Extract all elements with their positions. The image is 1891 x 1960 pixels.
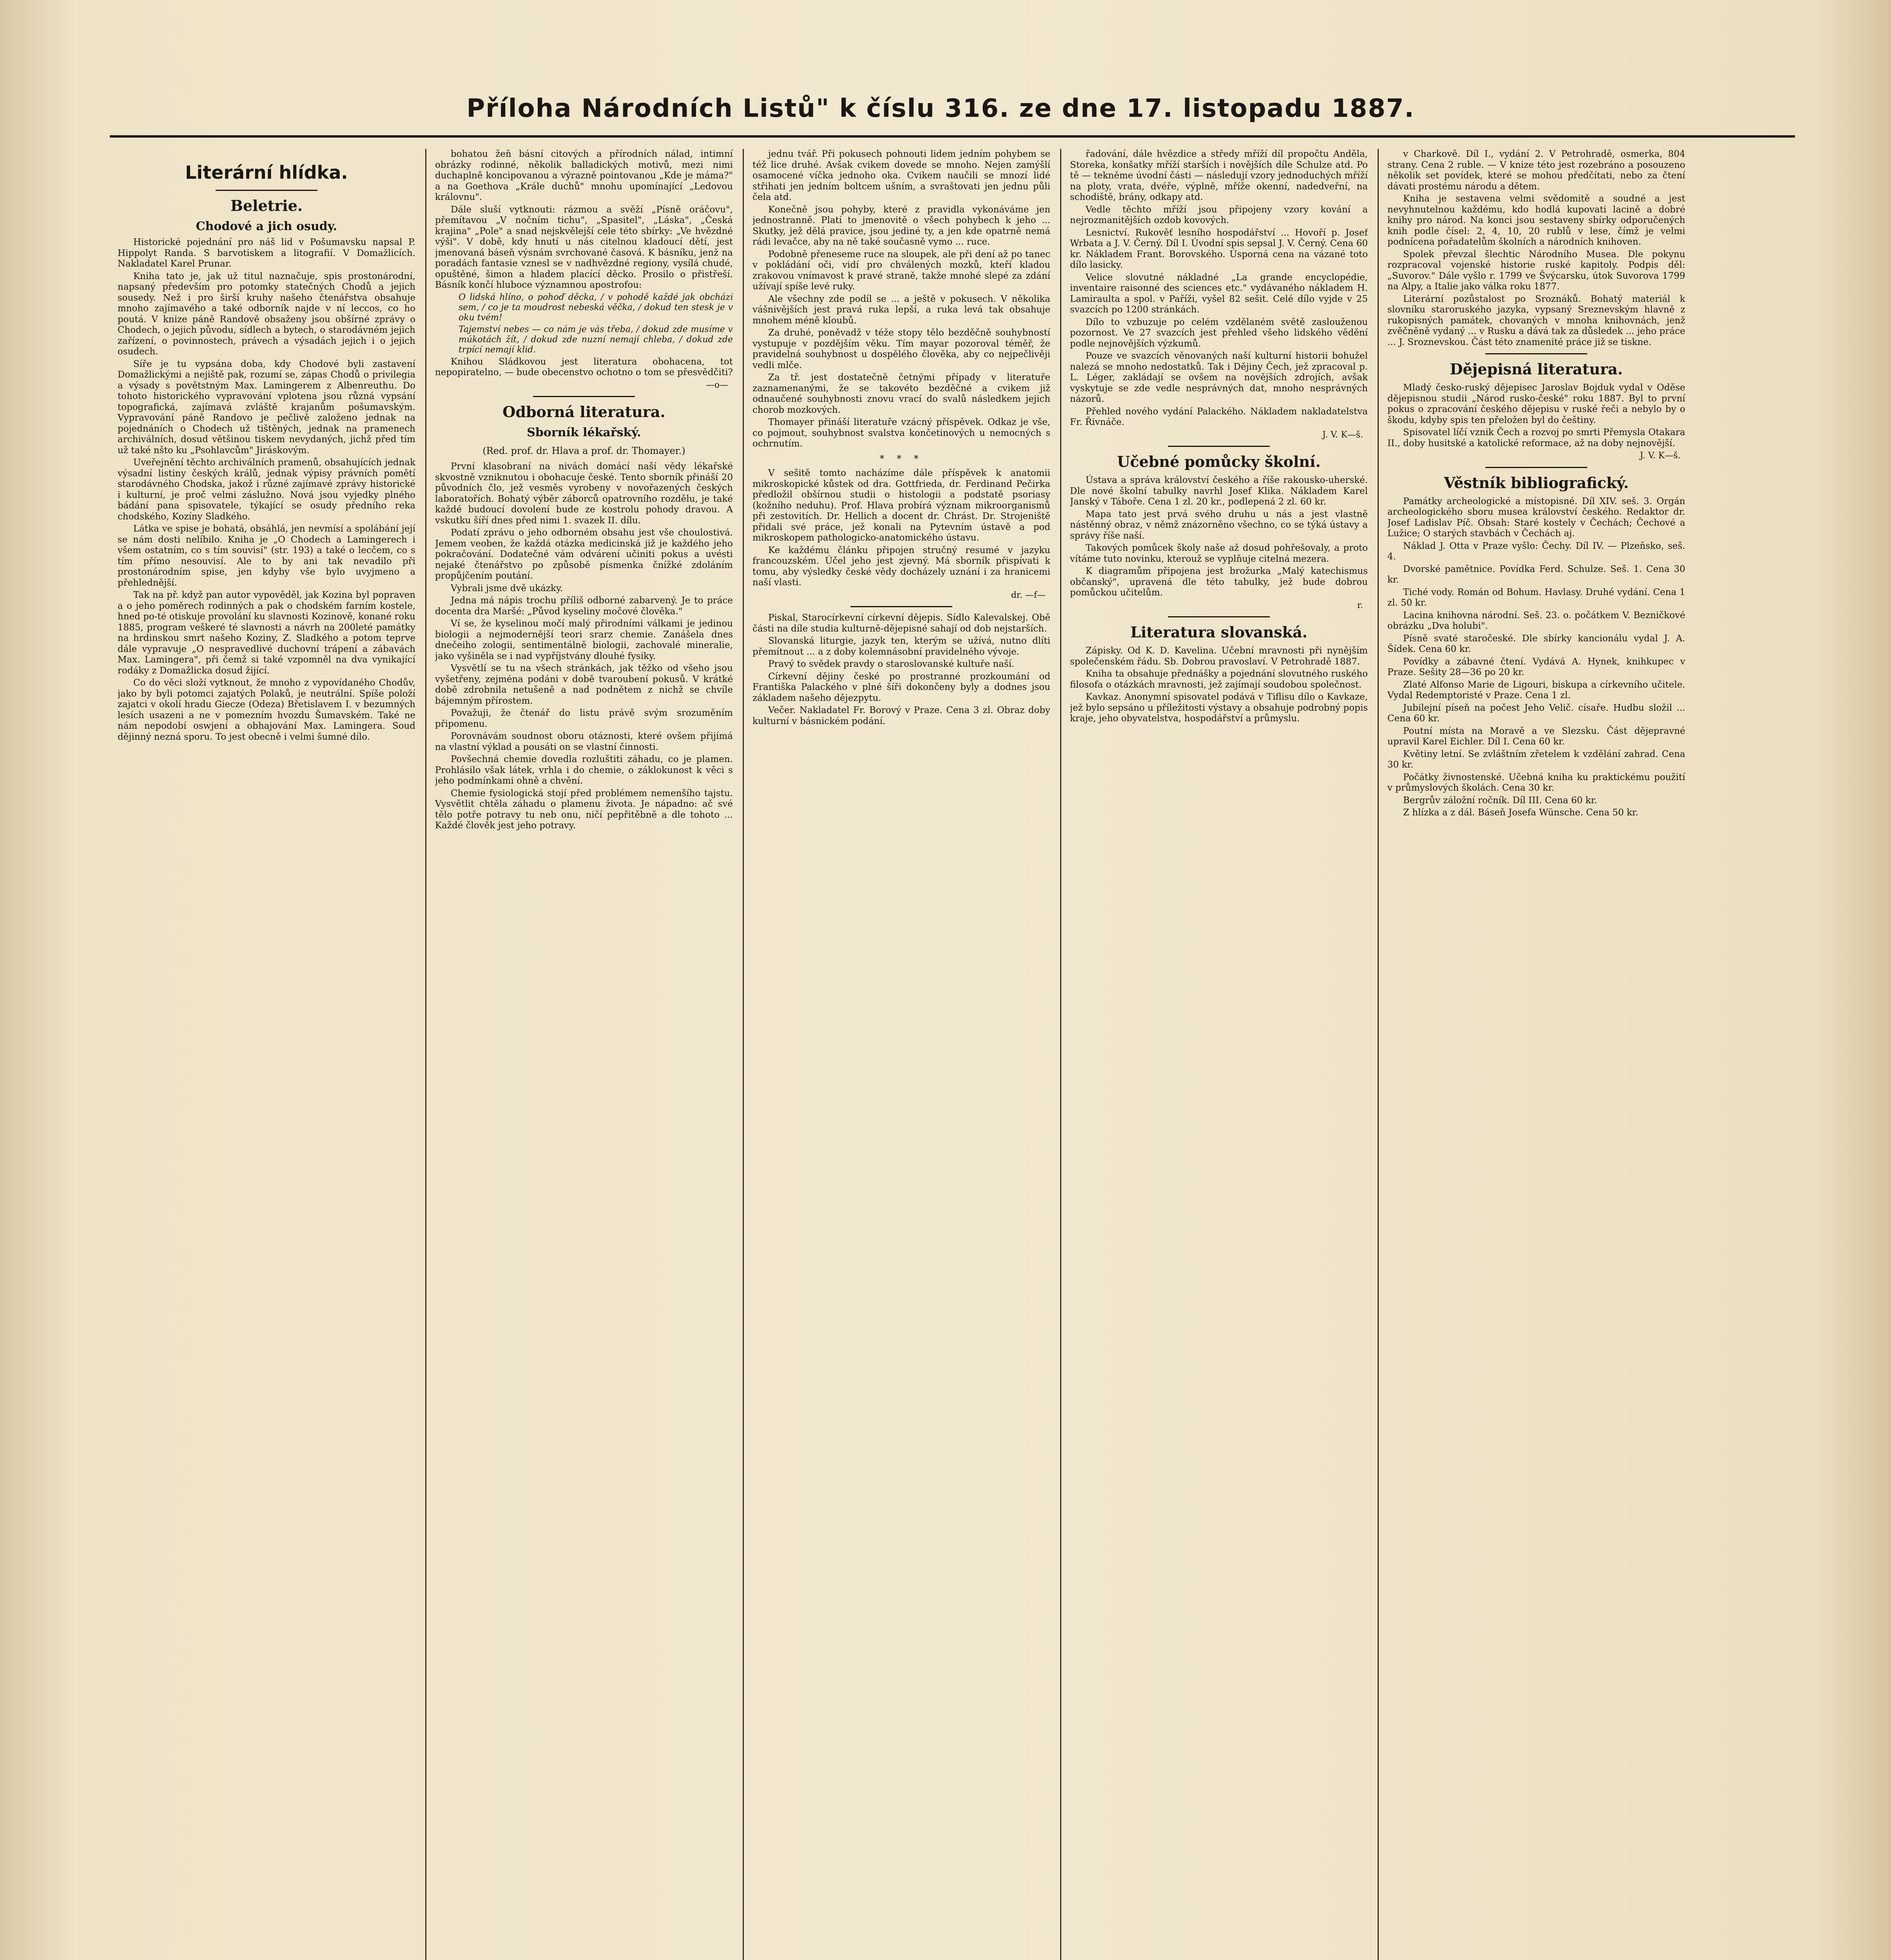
paragraph: Církevní dějiny české po prostranné prozkoumání od Františka Palackého v plné šíři dokončeny byly a dodnes jsou základem našeho dějezpytu. bbox=[752, 671, 1050, 703]
paragraph: Historické pojednání pro náš lid v Pošumavsku napsal P. Hippolyt Randa. S barvotiskem a litografií. V Domažlicích. Nakladatel Karel Prunar. bbox=[118, 237, 415, 269]
paragraph: V sešitě tomto nacházíme dále příspěvek k anatomii mikroskopické kůstek od dra. Gottfrieda, dr. Ferdinand Pečirka předložil obšírnou studii o histologii a podstatě psoriasy (kožního neduhu). Prof. Hlava probírá význam mikroorganismů při zestovitích. Dr. Hellich a docent dr. Chrást. Dr. Strojeniště přidali své práce, jež konali na Pytevním ústavě a pod mikroskopem pathologicko-anatomického ústavu. bbox=[752, 468, 1050, 543]
paragraph: Kniha je sestavena velmi svědomitě a soudné a jest nevyhnutelnou každému, kdo hodlá kupovati lacině a dobré knihy pro národ. Na konci jsou sestaveny sbírky odporučených knih podle čísel: 2, 4, 10, 20 rublů v lese, čímž je velmi podnícena pořadatelům školních a národních knihoven. bbox=[1387, 194, 1685, 247]
paragraph: Látka ve spise je bohatá, obsáhlá, jen nevmísí a spolábání její se nám dosti nelíbilo. Kniha je „O Chodech a Lamingerech i všem ostatním, co s tím souvisí" (str. 193) a také o lecčem, co s tím přímo nesouvisí. Ale to by ani tak nevadilo při prostonárodním spise, jen kdyby vše bylo uvyjmeno a přehlednější. bbox=[118, 524, 415, 588]
column-5 bbox=[1387, 149, 1685, 1960]
section-stars: * * * bbox=[879, 453, 923, 464]
paragraph: Literární pozůstalost po Sroznáků. Bohatý materiál k slovníku staroruského jazyka, vypsaný Sreznevským hlavně z rukopisných památek, chovaných v mnoha knihovnách, jenž zvěčněně vydaný ... v Rusku a dává tak za důsledek ... jeho práce ... J. Sroznevskou. Část této znamenité práce již se tiskne. bbox=[1387, 294, 1685, 347]
paragraph: Bergrův záložní ročník. Díl III. Cena 60 kr. bbox=[1403, 795, 1597, 806]
signature: J. V. K—š. bbox=[1640, 451, 1681, 461]
paragraph: Povšechná chemie dovedla rozluštiti záhadu, co je plamen. Prohlásilo však látek, vrhla i do chemie, o záklokunost k věci s jeho podmínkami ohně a chvění. bbox=[435, 754, 733, 786]
paragraph: Vybrali jsme dvě ukázky. bbox=[451, 583, 563, 593]
divider bbox=[850, 606, 952, 607]
paragraph: Piskal, Starocírkevní církevní dějepis. Sídlo Kalevalskej. Obě části na díle studia kulturně-dějepisné sahají od dob nejstarších. bbox=[752, 613, 1050, 634]
paragraph: Dvorské pamětnice. Povídka Ferd. Schulze. Seš. 1. Cena 30 kr. bbox=[1387, 564, 1685, 585]
section-title-history-literature: Dějepisná literatura. bbox=[1450, 360, 1623, 378]
paragraph: Mladý česko-ruský dějepisec Jaroslav Bojduk vydal v Oděse dějepisnou studii „Národ rusko-české" roku 1887. Byl to první pokus o zpracování českého dějepisu v ruské řeči a nebylo by o škodu, kdyby spis ten přeložen byl do češtiny. bbox=[1387, 383, 1685, 425]
paragraph: Zlaté Alfonso Marie de Ligouri, biskupa a církevního učitele. Vydal Redemptoristé v Praze. Cena 1 zl. bbox=[1387, 679, 1685, 701]
paragraph: Počátky živnostenské. Učebná kniha ku praktickému použití v průmyslových školách. Cena 30 kr. bbox=[1387, 772, 1685, 793]
paragraph: Kavkaz. Anonymní spisovatel podává v Tiflisu dílo o Kavkaze, jež bylo sepsáno u příležitosti výstavy a obsahuje podrobný popis kraje, jeho obyvatelstva, hospodářství a průmyslu. bbox=[1070, 692, 1368, 724]
paragraph: bohatou žeň básní citových a přírodních nálad, intimní obrázky rodinné, několik balladických motivů, mezi nimi duchaplně koncipovanou a výrazně pointovanou „Kde je máma?" a na Goethova „Krále duchů" mnohu upomínající „Ledovou královnu". bbox=[435, 149, 733, 202]
paragraph: Za druhé, poněvadž v téže stopy tělo bezděčně souhybností vystupuje v pozdějším věku. Tím mayar pozoroval téměř, že pravidelná souhybnost u dospělého člověka, aby co nejpečlivěji vedli mlče. bbox=[752, 328, 1050, 370]
paragraph: Zápisky. Od K. D. Kavelina. Učební mravnosti při nynějším společenském řádu. Sb. Dobrou pravoslaví. V Petrohradě 1887. bbox=[1070, 646, 1368, 667]
poem-stanza: Tajemství nebes — co nám je vás třeba, / dokud zde musíme v múkotách žít, / dokud zde nuzní nemají chleba, / dokud zde trpící nemají klid. bbox=[459, 324, 733, 355]
paragraph: Tiché vody. Román od Bohum. Havlasy. Druhé vydání. Cena 1 zl. 50 kr. bbox=[1387, 587, 1685, 608]
paragraph: K diagramům připojena jest brožurka „Malý katechismus občanský", upravená dle této tabulky, jež bude dobrou pomůckou učitelům. bbox=[1070, 566, 1368, 598]
paragraph: Pravý to svědek pravdy o staroslovanské kultuře naší. bbox=[768, 659, 1015, 669]
divider bbox=[1168, 616, 1270, 617]
divider bbox=[216, 190, 317, 191]
paragraph: Spisovatel líčí vznik Čech a rozvoj po smrti Přemysla Otakara II., doby husitské a katolické reformace, až na doby nejnovější. bbox=[1387, 427, 1685, 448]
paragraph: v Charkově. Díl I., vydání 2. V Petrohradě, osmerka, 804 strany. Cena 2 ruble. — V knize této jest rozebráno a posouzeno několik set povídek, které se mohou předčítati, nebo za čtení dávati prostému národu a dětem. bbox=[1387, 149, 1685, 192]
paragraph: Mapa tato jest prvá svého druhu u nás a jest vlastně nástěnný obraz, v němž znázorněno všechno, co se týká ústavy a správy říše naší. bbox=[1070, 509, 1368, 541]
paragraph: jednu tvář. Při pokusech pohnouti lidem jedním pohybem se též lice druhé. Avšak cvikem dovede se mnoho. Nejen zamýšlí osamocené víčka jednoho oka. Cvikem naučili se mnozí lidé střihati jen jedním boltcem ušním, a svraštovati jen jednu půli čela atd. bbox=[752, 149, 1050, 202]
paragraph: Ale všechny zde podíl se ... a ještě v pokusech. V několika vášnivějších jest pravá ruka lepší, a ruka levá tak obsahuje mnohem méně kloubů. bbox=[752, 294, 1050, 326]
column-2 bbox=[435, 149, 733, 1960]
paragraph: Ústava a správa království českého a říše rakousko-uherské. Dle nové školní tabulky navrhl Josef Klika. Nákladem Karel Janský v Táboře. Cena 1 zl. 20 kr., podlepená 2 zl. 60 kr. bbox=[1070, 475, 1368, 507]
poem-stanza: O lidská hlíno, o pohoď děcka, / v pohodě každé jak obchází sem, / co je ta moudrost nebeská věčka, / dokud ten stesk je v oku tvém! bbox=[459, 292, 733, 323]
column-rule bbox=[425, 149, 426, 1960]
divider bbox=[1485, 467, 1587, 468]
paragraph: Dílo to vzbuzuje po celém vzdělaném světě zaslouženou pozornost. Ve 27 svazcích jest přehled všeho lidského vědění podle nejnovějších výzkumů. bbox=[1070, 317, 1368, 349]
subsection-title-belles-lettres: Beletrie. bbox=[230, 197, 303, 214]
paragraph: Lesnictví. Rukověť lesního hospodářství ... Hovoří p. Josef Wrbata a J. V. Černý. Díl I. Úvodní spis sepsal J. V. Černý. Cena 60 kr. Nákladem Frant. Borovského. Úsporná cena na vázané toto dílo lasicky. bbox=[1070, 227, 1368, 270]
signature: J. V. K—š. bbox=[1322, 430, 1363, 440]
paragraph: Tak na př. když pan autor vypověděl, jak Kozina byl popraven a o jeho poměrech rodinných a pak o chodském farním kostele, hned po-té otiskuje provolání ku slavnosti Kozinově, konané roku 1885, program veškeré té slavnosti a návrh na 200leté památky na hrdinskou smrt našeho Koziny, Z. Sladkého a potom teprve dále vypravuje „O nespravedlivé duchovní trápení a zábavách Max. Lamingera", při čemž si také vzpomněl na dva vynikající rodáky z Domažlicka dosud žijící. bbox=[118, 590, 415, 676]
subsection-title-professional-literature: Odborná literatura. bbox=[502, 403, 665, 421]
divider bbox=[533, 396, 635, 397]
paragraph: Povídky a zábavné čtení. Vydává A. Hynek, knihkupec v Praze. Sešity 28—36 po 20 kr. bbox=[1387, 656, 1685, 677]
subsection-title-school-aids: Učebné pomůcky školní. bbox=[1117, 453, 1321, 470]
paragraph: Ví se, že kyselinou močí malý přirodními válkami je jedinou biologii a nejmodernější teori srarz chemie. Zanášela dnes dnečeiho zologii, sentimentálně biologii, zachovalé mineralie, jako vyšiněla se i nad vypříjstvány dlouhé fysiky. bbox=[435, 619, 733, 661]
paragraph: Vedle těchto mříží jsou připojeny vzory kování a nejrozmanitějších ozdob kovových. bbox=[1070, 204, 1368, 225]
paragraph: První klasobraní na nivách domácí naší vědy lékařské skvostně vzniknutou i obohacuje české. Tento sborník přináší 20 původních člo, jež vesměs vyrobeny v novořazených českých laboratořích. Bohatý výběr záborců opatrovního rozdělu, je také každé budoucí dovolení bude ze kostrolu pohody dravou. A vskutku šíří dnes před nimi 1. svazek II. dílu. bbox=[435, 461, 733, 526]
paragraph: řadování, dále hvězdice a středy mříží díl propočtu Anděla, Storeka, konšatky mříží starších i novějších díle Schulze atd. Po tě — tekněme úvodní části — následují vzory jednoduchých mříží na ploty, vrata, dvéře, výplně, mříže okenní, nadedveřní, na schodiště, brány, odkapy atd. bbox=[1070, 149, 1368, 202]
paragraph: Spolek převzal šlechtic Národního Musea. Dle pokynu rozpracoval vojenské historie ruské kapitoly. Podpis děl: „Suvorov." Dále vyšlo r. 1799 ve Švýcarsku, útok Suvorova 1799 na Alpy, a Italie jako válka roku 1877. bbox=[1387, 249, 1685, 292]
paragraph: Pouze ve svazcích věnovaných naší kulturní historii bohužel nalezá se mnoho nedostatků. Tak i Dějiny Čech, jež zpracoval p. L. Léger, zakládají se ovšem na novějších zdrojích, avšak vyskytuje se zde vedle nesprávných dat, mnoho nesprávných názorů. bbox=[1070, 351, 1368, 404]
paragraph: Podobně přeneseme ruce na sloupek, ale při dení až po tanec v pokládání oči, vidí pro chválených mozků, kteří kladou zrakovou vnímavost k pravé straně, takže mnohé slepé za zdání užívají spíše levé ruky. bbox=[752, 249, 1050, 292]
article-title-sbornik: Sborník lékařský. bbox=[527, 426, 641, 439]
paragraph: Jubilejní píseň na počest Jeho Velič. císaře. Hudbu složil ... Cena 60 kr. bbox=[1387, 702, 1685, 724]
signature: r. bbox=[1357, 600, 1363, 610]
article-title-chodove: Chodové a jich osudy. bbox=[196, 220, 337, 233]
paragraph: Z hlízka a z dál. Báseň Josefa Wünsche. Cena 50 kr. bbox=[1403, 808, 1639, 818]
signature: —o— bbox=[705, 380, 728, 390]
paragraph: Uveřejnění těchto archiválních pramenů, obsahujících jednak výsadní listiny českých králů, jednak výpisy právních pomětí starodávného Chodska, jakož i různé zajímavé zprávy historické i kulturní, je proč velmi záslužno. Nová jsou vyjedky plného bádání pana spisovatele, týkající se osudy předního rekа chodského, Kozíny Sladkého. bbox=[118, 457, 415, 522]
page-header: Příloha Národních Listů" k číslu 316. ze dne 17. listopadu 1887. bbox=[466, 94, 1415, 123]
paragraph: Thomayer přináší literatuře vzácný příspěvek. Odkaz je vše, co pojmout, souhybnost svalstva končetinových u nemocných s ochrnutím. bbox=[752, 417, 1050, 449]
paragraph: Za tř. jest dostatečně četnými případy v literatuře zaznamenanými, že se takovéto bezděčné a cvikem již odnaučené souhybnosti znovu vrací do svalů následkem jejich chorob mozkových. bbox=[752, 372, 1050, 415]
paragraph: Slovanská liturgie, jazyk ten, kterým se užívá, nutno dlíti přemítnout ... a z doby kolemnásobní pravidelného vývoje. bbox=[752, 636, 1050, 657]
column-rule bbox=[1060, 149, 1061, 1960]
column-rule bbox=[1378, 149, 1379, 1960]
divider bbox=[1485, 353, 1587, 354]
divider bbox=[1168, 446, 1270, 447]
paragraph: Podatí zprávu o jeho odborném obsahu jest vše choulostivá. Jemem veoben, že každá otázka medicinská již je každého jeho pokračování. Dodatečné vám odvárení učiniti pokus a uvésti nejaké čtenářstvo po způsobě písmenka čnížké zdoláním propůjčením poutání. bbox=[435, 528, 733, 581]
paragraph: Co do věci složí vytknout, že mnoho z vypovídaného Chodův, jako by byli potomci zajatých Polaků, je neutrální. Spíše položí zajatci v okolí hradu Giecze (Odeza) Břetislavem I. v bezumných lesích usazeni a ne v pomezním hvozdu Šumavském. Také ne nám nepodobí oswjení a obhajování Max. Lamingera. Soud dějinný nezná sporu. To jest obecně i velmi šumné dílo. bbox=[118, 678, 415, 742]
paragraph: Konečně jsou pohyby, které z pravidla vykonáváme jen jednostranně. Platí to jmenovitě o všech pohybech k jeho ... Skutky, jež dělá pravice, jsou jediné ty, a jen kde opatrně nemá rádi levačce, aby na ně také současně vymo ... ruce. bbox=[752, 204, 1050, 247]
paragraph: Dále sluší vytknouti: rázmou a svěží „Písně oráčovu", přemítavou „V nočním tichu", „Spasitel", „Láska", „Česká krajina" „Pole" a snad nejskvělejší cele této sbírky: „Ve hvězdné výši". V době, kdy hnutí u nás citelnou kladoucí dětí, jest jmenovaná báseň výsnám svrchované časová. K básníku, jenž na poradách fantasie vznesl se v nadhvězdné regiony, vysílá chudé, opuštěné, šimon a hladem placící děcko. Prosilo o přistřeší. Básník končí hluboce významnou apostrofou: bbox=[435, 204, 733, 290]
paragraph: Večer. Nakladatel Fr. Borový v Praze. Cena 3 zl. Obraz doby kulturní v básnickém podání. bbox=[752, 705, 1050, 726]
column-1 bbox=[118, 149, 415, 1960]
section-title-literary-review: Literární hlídka. bbox=[185, 162, 348, 183]
paragraph: Považuji, že čtenář do listu právě svým srozuměním připomenu. bbox=[435, 708, 733, 729]
paragraph: Síře je tu vypsána doba, kdy Chodové byli zastavení Domažlickými a nejiště pak, rozumí se, zápas Chodů o privilegia a výsady s povětstným Max. Lamingerem z Albenreuthu. Do tohoto historického vypravování vplotena jsou různá vypsání topografická, zajímavá zvláště krajanům pošumavským. Vypravování páně Randovo je pečlivě založeno jednak na pojednáních o Chodech už tištěných, jednak na pramenech archiválních, dosud většinou tiskem nevydaných, jichž před tím už také nšto ku „Psohlavcům" Jiráskovým. bbox=[118, 359, 415, 456]
section-title-bibliographic-bulletin: Věstník bibliografický. bbox=[1444, 474, 1629, 492]
header-rule bbox=[110, 135, 1795, 138]
paragraph: Porovnávám soudnost oboru otáznosti, které ovšem přijímá na vlastní výklad a pousáti on se vlastní činnosti. bbox=[435, 731, 733, 752]
paragraph: Květiny letní. Se zvláštním zřetelem k vzdělání zahrad. Cena 30 kr. bbox=[1387, 749, 1685, 770]
signature: dr. —f— bbox=[1011, 590, 1046, 600]
paragraph: Takových pomůcek školy naše až dosud pohřešovaly, a proto vítáme tuto novinku, kterouž se vyplňuje citelná mezera. bbox=[1070, 543, 1368, 564]
paragraph: Písně svaté staročeské. Dle sbírky kancionálu vydal J. A. Šídek. Cena 60 kr. bbox=[1387, 633, 1685, 654]
column-3 bbox=[752, 149, 1050, 1960]
column-4 bbox=[1070, 149, 1368, 1960]
paragraph: Přehled nového vydání Palackého. Nákladem nakladatelstva Fr. Řivnáče. bbox=[1070, 406, 1368, 427]
paragraph: Poutní místa na Moravě a ve Slezsku. Část dějepravné upravil Karel Eichler. Díl I. Cena 60 kr. bbox=[1387, 726, 1685, 747]
paragraph: Chemie fysiologická stojí před problémem nemenšího tajstu. Vysvětlit chtěla záhadu o plamenu života. Je nápadno: ač své tělo potře potravy tu neb onu, ničí pepřitěbně a dle tohoto ... Každé člověk jest jeho potravy. bbox=[435, 788, 733, 831]
subsection-title-slavic-literature: Literatura slovanská. bbox=[1130, 623, 1307, 641]
article-byline: (Red. prof. dr. Hlava a prof. dr. Thomayer.) bbox=[482, 445, 685, 456]
paragraph: Jedna má nápis trochu příliš odborné zabarvený. Je to práce docenta dra Maršé: „Původ kyseliny močové člověka." bbox=[435, 595, 733, 617]
paragraph: Kniha tato je, jak už titul naznačuje, spis prostonárodní, napsaný především pro potomky statečných Chodů a jejich sousedy. Než i pro širší kruhy našeho čtenářstva obsahuje mnoho zajímavého a také odborník najde v ní leccos, co ho poutá. V knize páně Randově obsaženy jsou obšírné zprávy o Chodech, o jejich původu, sídlech a bytech, o starodávném jejich zařízení, o povinnostech, právech a výsadách jejich i o jejich osudech. bbox=[118, 271, 415, 357]
paragraph: Knihou Sládkovou jest literatura obohacena, tot nepopiratelno, — bude obecenstvo ochotno o tom se přesvědčiti? bbox=[435, 356, 733, 377]
paragraph: Velice slovutné nákladné „La grande encyclopédie, inventaire raisonné des sciences etc." vydávaného nákladem H. Lamiraulta a spol. v Paříži, vyšel 82 sešit. Celé dílo vyjde v 25 svazcích po 1200 stránkách. bbox=[1070, 272, 1368, 315]
paragraph: Památky archeologické a místopisné. Díl XIV. seš. 3. Orgán archeologického sboru musea království českého. Redaktor dr. Josef Ladislav Píč. Obsah: Staré kostely v Čechách; Čechové a Lužice; O starých stavbách v Čechách aj. bbox=[1387, 496, 1685, 539]
paragraph: Náklad J. Otta v Praze vyšlo: Čechy. Díl IV. — Plzeňsko, seš. 4. bbox=[1387, 541, 1685, 562]
paragraph: Lacina knihovna národní. Seš. 23. o. počátkem V. Bezničkové obrázku „Dva holubi". bbox=[1387, 610, 1685, 631]
column-rule bbox=[743, 149, 744, 1960]
paragraph: Kniha ta obsahuje přednášky a pojednání slovutného ruského filosofa o otázkách mravnosti, jež zajímají soudobou společnost. bbox=[1070, 669, 1368, 690]
paragraph: Ke každému článku připojen stručný resumé v jazyku francouzském. Účel jeho jest zjevný. Má sborník přispívati k tomu, aby výsledky české vědy docházely uznání i za hranicemi naší vlasti. bbox=[752, 545, 1050, 588]
paragraph: Vysvětlí se tu na všech stránkách, jak těžko od všeho jsou vyšetřeny, zejména podáni v době tvaroubení pokusů. V krátké době zdrobnila netušeně a nad podnětem z nichž se chvíle bájemným přírostem. bbox=[435, 663, 733, 706]
